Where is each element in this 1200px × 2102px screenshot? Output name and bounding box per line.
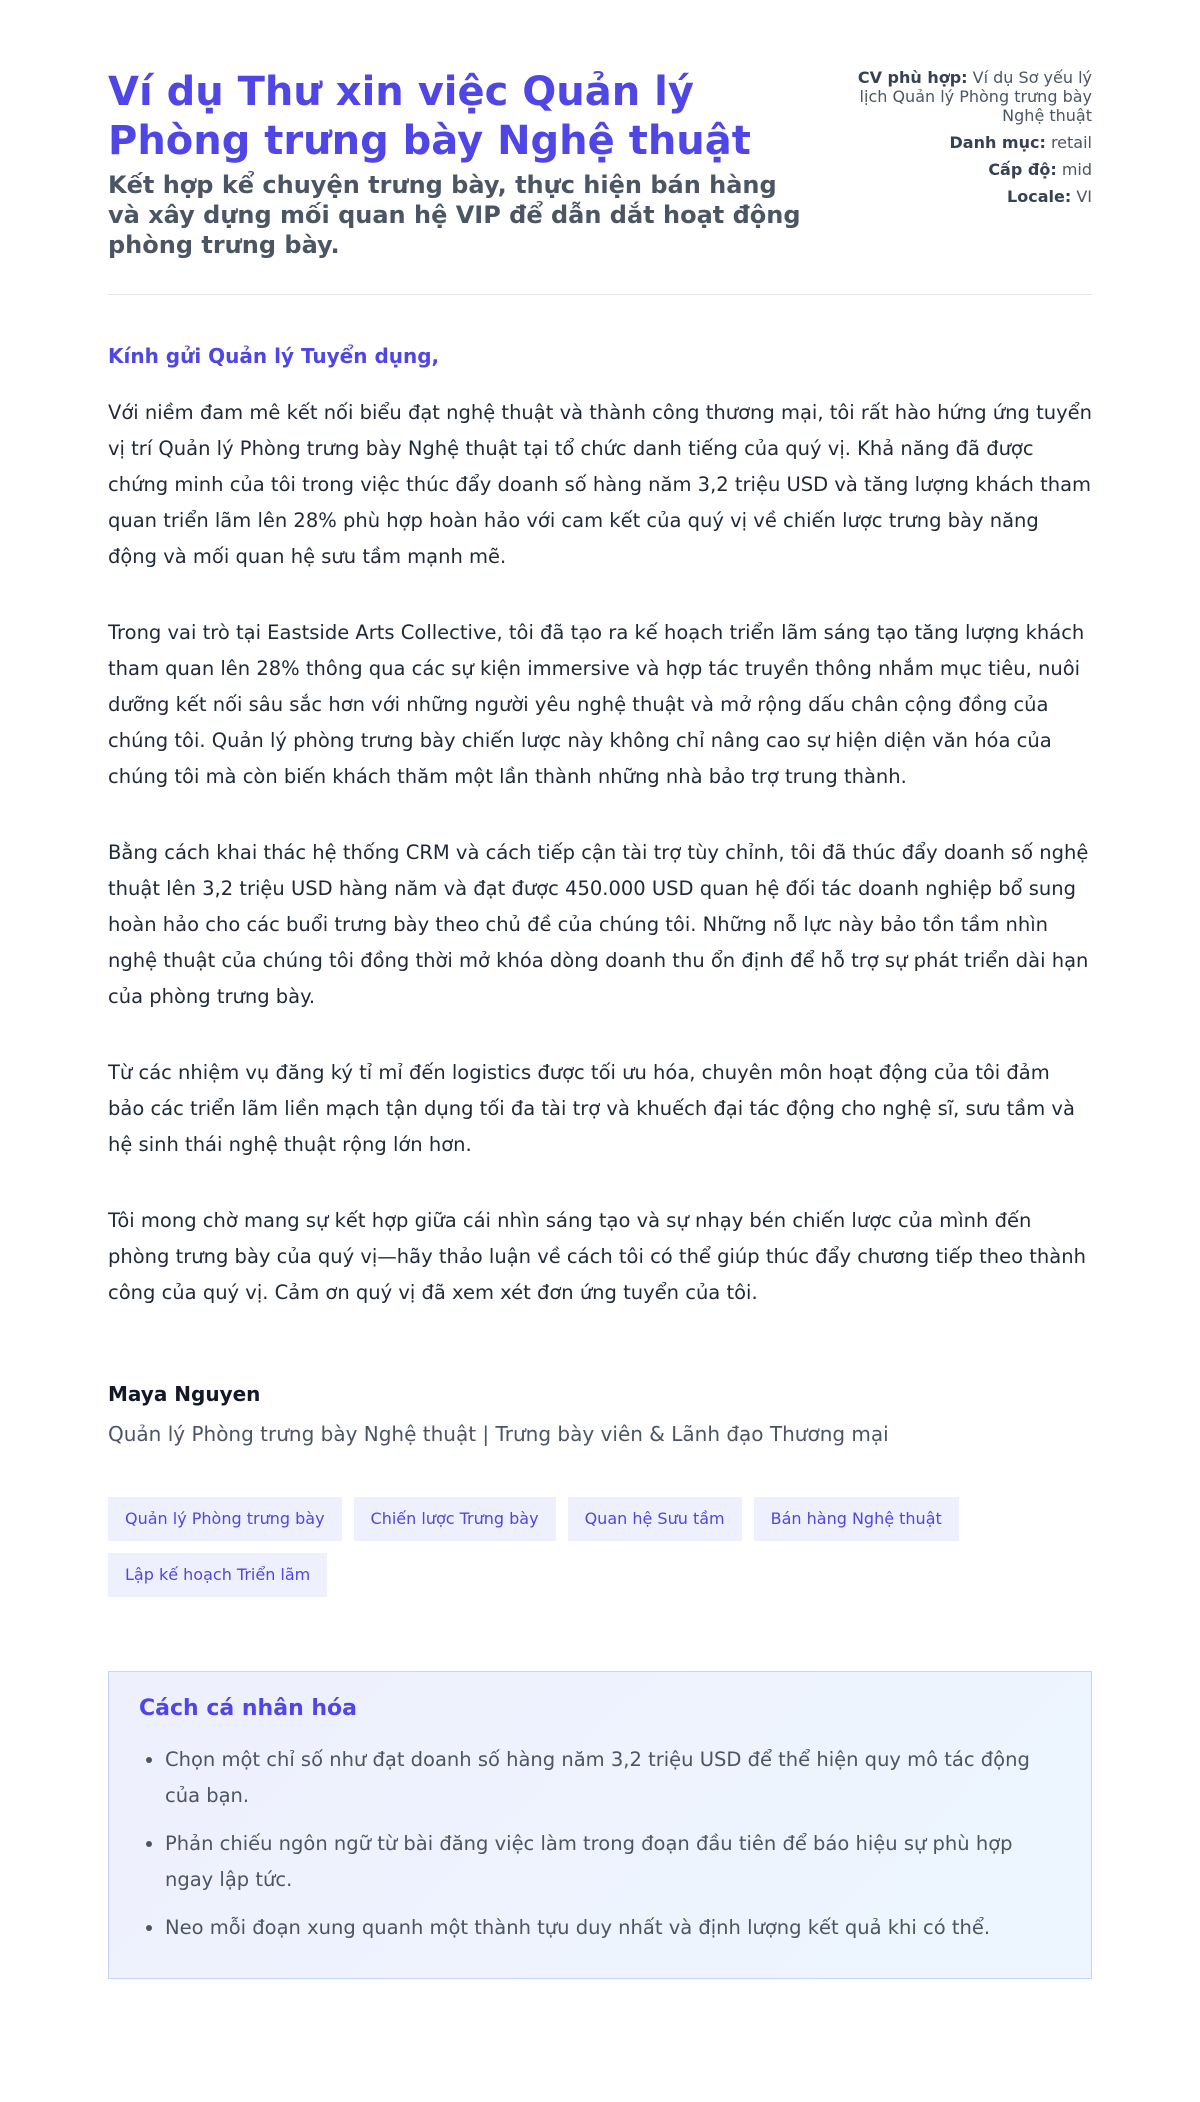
letter-paragraph-1: Với niềm đam mê kết nối biểu đạt nghệ thuật và thành công thương mại, tôi rất hào hứng ứng tuyển vị trí Quản lý Phòng trưng bày Nghệ thuật tại tổ chức danh tiếng của quý vị. Khả năng đã được chứng minh của tôi trong việc thúc đẩy doanh số hàng năm 3,2 triệu USD và tăng lượng khách tham quan triển lãm lên 28% phù hợp hoàn hảo với cam kết của quý vị về chiến lược trưng bày năng động và mối quan hệ sưu tầm mạnh mẽ.: [108, 401, 1092, 568]
meta-level: [832, 160, 1092, 179]
tips-list: [139, 1742, 1061, 1946]
meta-level-value: mid: [1061, 160, 1092, 179]
meta-cv-link[interactable]: Ví dụ Sơ yếu lý lịch Quản lý Phòng trưng bày Nghệ thuật: [859, 68, 1092, 125]
tag-display-strategy[interactable]: Chiến lược Trưng bày: [354, 1497, 556, 1541]
page-title: Ví dụ Thư xin việc Quản lý Phòng trưng bày Nghệ thuật: [108, 69, 751, 164]
signature-title: Quản lý Phòng trưng bày Nghệ thuật | Trưng bày viên & Lãnh đạo Thương mại: [108, 1422, 889, 1446]
tip-item-2: • Phản chiếu ngôn ngữ từ bài đăng việc làm trong đoạn đầu tiên để báo hiệu sự phù hợp ngay lập tức.: [165, 1826, 1061, 1898]
letter-paragraph-5: Tôi mong chờ mang sự kết hợp giữa cái nhìn sáng tạo và sự nhạy bén chiến lược của mình đến phòng trưng bày của quý vị—hãy thảo luận về cách tôi có thể giúp thúc đẩy chương tiếp theo thành công của quý vị. Cảm ơn quý vị đã xem xét đơn ứng tuyển của tôi.: [108, 1209, 1086, 1304]
personalization-tips-box: [108, 1671, 1092, 1979]
meta-category: [832, 133, 1092, 152]
header-divider: [108, 294, 1092, 295]
letter-paragraph-3: Bằng cách khai thác hệ thống CRM và cách tiếp cận tài trợ tùy chỉnh, tôi đã thúc đẩy doanh số nghệ thuật lên 3,2 triệu USD hàng năm và đạt được 450.000 USD quan hệ đối tác doanh nghiệp bổ sung hoàn hảo cho các buổi trưng bày theo chủ đề của chúng tôi. Những nỗ lực này bảo tồn tầm nhìn nghệ thuật của chúng tôi đồng thời mở khóa dòng doanh thu ổn định để hỗ trợ sự phát triển dài hạn của phòng trưng bày.: [108, 841, 1089, 1008]
tag-list: [108, 1497, 1108, 1609]
tip-item-3: • Neo mỗi đoạn xung quanh một thành tựu duy nhất và định lượng kết quả khi có thể.: [165, 1910, 1061, 1946]
tag-collector-relations[interactable]: Quan hệ Sưu tầm: [568, 1497, 742, 1541]
meta-category-label: Danh mục:: [949, 133, 1046, 152]
tip-item-1: • Chọn một chỉ số như đạt doanh số hàng năm 3,2 triệu USD để thể hiện quy mô tác động của bạn.: [165, 1742, 1061, 1814]
letter-paragraph-4: Từ các nhiệm vụ đăng ký tỉ mỉ đến logistics được tối ưu hóa, chuyên môn hoạt động của tôi đảm bảo các triển lãm liền mạch tận dụng tối đa tài trợ và khuếch đại tác động cho nghệ sĩ, sưu tầm và hệ sinh thái nghệ thuật rộng lớn hơn.: [108, 1061, 1075, 1156]
meta-locale-label: Locale:: [1007, 187, 1072, 206]
header-left: [108, 68, 808, 260]
tag-art-sales[interactable]: Bán hàng Nghệ thuật: [754, 1497, 959, 1541]
letter-greeting: Kính gửi Quản lý Tuyển dụng,: [108, 344, 440, 368]
meta-category-value: retail: [1050, 133, 1092, 152]
meta-cv: [832, 68, 1092, 125]
letter-paragraph-2: Trong vai trò tại Eastside Arts Collective, tôi đã tạo ra kế hoạch triển lãm sáng tạo tăng lượng khách tham quan lên 28% thông qua các sự kiện immersive và hợp tác truyền thông nhắm mục tiêu, nuôi dưỡng kết nối sâu sắc hơn với những người yêu nghệ thuật và mở rộng dấu chân cộng đồng của chúng tôi. Quản lý phòng trưng bày chiến lược này không chỉ nâng cao sự hiện diện văn hóa của chúng tôi mà còn biến khách thăm một lần thành những nhà bảo trợ trung thành.: [108, 621, 1085, 788]
header: [108, 68, 1092, 260]
tag-exhibition-planning[interactable]: Lập kế hoạch Triển lãm: [108, 1553, 327, 1597]
meta-cv-label: CV phù hợp:: [857, 68, 968, 87]
meta-panel: [832, 68, 1092, 214]
tag-gallery-management[interactable]: Quản lý Phòng trưng bày: [108, 1497, 342, 1541]
meta-locale-value: VI: [1076, 187, 1092, 206]
meta-locale: [832, 187, 1092, 206]
meta-level-label: Cấp độ:: [988, 160, 1057, 179]
signature-name: Maya Nguyen: [108, 1382, 261, 1406]
page-subtitle: Kết hợp kể chuyện trưng bày, thực hiện bán hàng và xây dựng mối quan hệ VIP để dẫn dắt hoạt động phòng trưng bày.: [108, 171, 801, 259]
tips-title: Cách cá nhân hóa: [139, 1696, 358, 1721]
